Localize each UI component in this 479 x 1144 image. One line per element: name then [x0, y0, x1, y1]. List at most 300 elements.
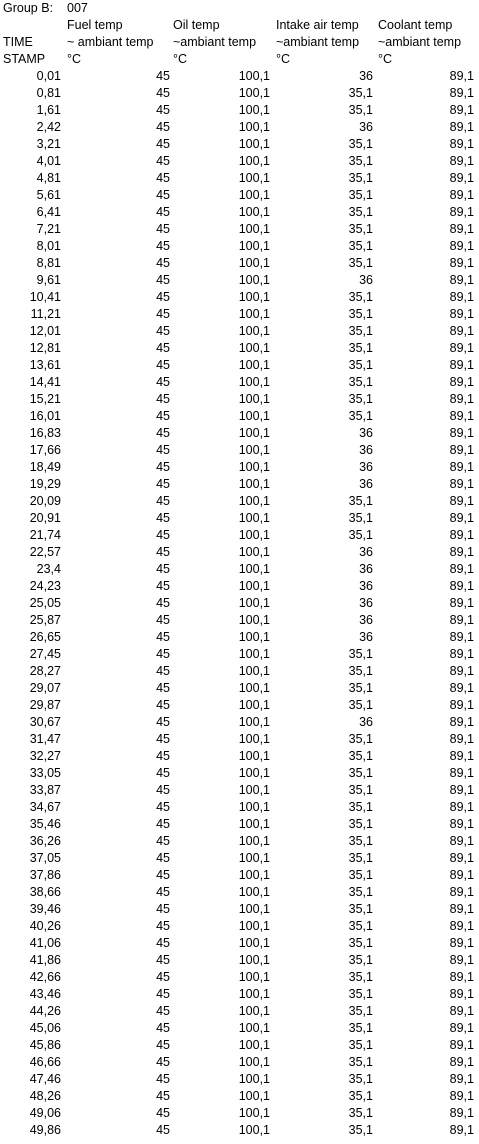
- intake-air-temp-cell: 36: [359, 460, 373, 474]
- coolant-temp-cell: 89,1: [449, 1089, 474, 1103]
- table-row: [0, 612, 479, 629]
- fuel-temp-cell: 45: [156, 460, 170, 474]
- fuel-temp-cell: 45: [156, 392, 170, 406]
- fuel-temp-cell: 45: [156, 188, 170, 202]
- intake-air-temp-cell: 36: [359, 69, 373, 83]
- intake-air-temp-cell: 35,1: [348, 222, 373, 236]
- coolant-temp-cell: 89,1: [449, 290, 474, 304]
- time-stamp-cell: 14,41: [29, 375, 61, 389]
- fuel-temp-cell: 45: [156, 647, 170, 661]
- time-stamp-cell: 7,21: [36, 222, 61, 236]
- time-stamp-cell: 45,06: [29, 1021, 61, 1035]
- time-stamp-cell: 0,01: [36, 69, 61, 83]
- coolant-temp-cell: 89,1: [449, 273, 474, 287]
- coolant-temp-cell: 89,1: [449, 613, 474, 627]
- time-stamp-cell: 23,4: [36, 562, 61, 576]
- oil-temp-cell: 100,1: [238, 800, 270, 814]
- oil-temp-cell: 100,1: [238, 868, 270, 882]
- intake-air-temp-cell: 35,1: [348, 919, 373, 933]
- table-row: [0, 391, 479, 408]
- coolant-temp-cell: 89,1: [449, 324, 474, 338]
- oil-temp-cell: 100,1: [238, 885, 270, 899]
- time-stamp-cell: 33,87: [29, 783, 61, 797]
- fuel-temp-cell: 45: [156, 290, 170, 304]
- table-row: [0, 357, 479, 374]
- time-stamp-cell: 13,61: [29, 358, 61, 372]
- intake-air-temp-cell: 35,1: [348, 732, 373, 746]
- time-stamp-cell: 37,05: [29, 851, 61, 865]
- intake-air-temp-cell: 36: [359, 545, 373, 559]
- time-stamp-cell: 8,01: [36, 239, 61, 253]
- oil-temp-cell: 100,1: [238, 834, 270, 848]
- oil-temp-cell: 100,1: [238, 749, 270, 763]
- table-row: [0, 1105, 479, 1122]
- time-stamp-cell: 41,06: [29, 936, 61, 950]
- intake-air-temp-cell: 35,1: [348, 1004, 373, 1018]
- intake-air-temp-cell: 35,1: [348, 409, 373, 423]
- oil-temp-cell: 100,1: [238, 307, 270, 321]
- fuel-temp-cell: 45: [156, 749, 170, 763]
- intake-air-temp-cell: 36: [359, 477, 373, 491]
- intake-air-temp-cell: 35,1: [348, 953, 373, 967]
- table-row: [0, 119, 479, 136]
- oil-temp-cell: 100,1: [238, 630, 270, 644]
- time-stamp-cell: 11,21: [30, 307, 61, 321]
- column-unit-fuel: °C: [67, 52, 82, 66]
- table-row: [0, 561, 479, 578]
- oil-temp-cell: 100,1: [238, 953, 270, 967]
- intake-air-temp-cell: 35,1: [348, 307, 373, 321]
- coolant-temp-cell: 89,1: [449, 239, 474, 253]
- oil-temp-cell: 100,1: [238, 783, 270, 797]
- fuel-temp-cell: 45: [156, 800, 170, 814]
- time-stamp-cell: 32,27: [29, 749, 61, 763]
- oil-temp-cell: 100,1: [238, 647, 270, 661]
- table-row: [0, 476, 479, 493]
- fuel-temp-cell: 45: [156, 341, 170, 355]
- time-stamp-cell: 12,81: [29, 341, 61, 355]
- coolant-temp-cell: 89,1: [449, 494, 474, 508]
- fuel-temp-cell: 45: [156, 375, 170, 389]
- oil-temp-cell: 100,1: [238, 256, 270, 270]
- intake-air-temp-cell: 36: [359, 613, 373, 627]
- fuel-temp-cell: 45: [156, 562, 170, 576]
- intake-air-temp-cell: 35,1: [348, 86, 373, 100]
- intake-air-temp-cell: 35,1: [348, 205, 373, 219]
- intake-air-temp-cell: 35,1: [348, 817, 373, 831]
- intake-air-temp-cell: 36: [359, 443, 373, 457]
- oil-temp-cell: 100,1: [238, 817, 270, 831]
- fuel-temp-cell: 45: [156, 987, 170, 1001]
- oil-temp-cell: 100,1: [238, 460, 270, 474]
- time-stamp-cell: 39,46: [29, 902, 61, 916]
- oil-temp-cell: 100,1: [238, 1106, 270, 1120]
- oil-temp-cell: 100,1: [238, 494, 270, 508]
- oil-temp-cell: 100,1: [238, 919, 270, 933]
- intake-air-temp-cell: 35,1: [348, 392, 373, 406]
- oil-temp-cell: 100,1: [238, 562, 270, 576]
- oil-temp-cell: 100,1: [238, 120, 270, 134]
- coolant-temp-cell: 89,1: [449, 970, 474, 984]
- table-row: [0, 867, 479, 884]
- oil-temp-cell: 100,1: [238, 205, 270, 219]
- time-stamp-cell: 1,61: [36, 103, 61, 117]
- oil-temp-cell: 100,1: [238, 596, 270, 610]
- intake-air-temp-cell: 35,1: [348, 324, 373, 338]
- oil-temp-cell: 100,1: [238, 392, 270, 406]
- fuel-temp-cell: 45: [156, 664, 170, 678]
- table-row: [0, 748, 479, 765]
- time-stamp-cell: 38,66: [29, 885, 61, 899]
- table-row: [0, 884, 479, 901]
- oil-temp-cell: 100,1: [238, 341, 270, 355]
- table-row: [0, 68, 479, 85]
- intake-air-temp-cell: 35,1: [348, 766, 373, 780]
- oil-temp-cell: 100,1: [238, 154, 270, 168]
- coolant-temp-cell: 89,1: [449, 256, 474, 270]
- intake-air-temp-cell: 35,1: [348, 1106, 373, 1120]
- time-stamp-cell: 9,61: [36, 273, 61, 287]
- table-row: [0, 85, 479, 102]
- fuel-temp-cell: 45: [156, 256, 170, 270]
- table-row: [0, 697, 479, 714]
- intake-air-temp-cell: 35,1: [348, 1072, 373, 1086]
- oil-temp-cell: 100,1: [238, 86, 270, 100]
- coolant-temp-cell: 89,1: [449, 851, 474, 865]
- oil-temp-cell: 100,1: [238, 545, 270, 559]
- oil-temp-cell: 100,1: [238, 273, 270, 287]
- oil-temp-cell: 100,1: [238, 1038, 270, 1052]
- table-row: [0, 969, 479, 986]
- intake-air-temp-cell: 35,1: [348, 103, 373, 117]
- time-stamp-cell: 45,86: [29, 1038, 61, 1052]
- coolant-temp-cell: 89,1: [449, 1106, 474, 1120]
- table-row: [0, 459, 479, 476]
- oil-temp-cell: 100,1: [238, 664, 270, 678]
- table-row: [0, 578, 479, 595]
- table-row: [0, 374, 479, 391]
- fuel-temp-cell: 45: [156, 528, 170, 542]
- oil-temp-cell: 100,1: [238, 936, 270, 950]
- time-stamp-cell: 49,86: [29, 1123, 61, 1137]
- oil-temp-cell: 100,1: [238, 1004, 270, 1018]
- column-unit-oil: °C: [173, 52, 188, 66]
- table-row: [0, 136, 479, 153]
- table-row: [0, 1071, 479, 1088]
- intake-air-temp-cell: 35,1: [348, 494, 373, 508]
- coolant-temp-cell: 89,1: [449, 1038, 474, 1052]
- intake-air-temp-cell: 35,1: [348, 1055, 373, 1069]
- coolant-temp-cell: 89,1: [449, 834, 474, 848]
- intake-air-temp-cell: 35,1: [348, 902, 373, 916]
- oil-temp-cell: 100,1: [238, 902, 270, 916]
- time-stamp-cell: 28,27: [29, 664, 61, 678]
- oil-temp-cell: 100,1: [238, 358, 270, 372]
- time-stamp-cell: 48,26: [29, 1089, 61, 1103]
- group-label: Group B:: [3, 1, 54, 15]
- coolant-temp-cell: 89,1: [449, 664, 474, 678]
- column-unit-coolant: °C: [378, 52, 393, 66]
- table-row: [0, 102, 479, 119]
- table-row: [0, 1088, 479, 1105]
- time-stamp-cell: 16,83: [29, 426, 61, 440]
- coolant-temp-cell: 89,1: [449, 1072, 474, 1086]
- time-stamp-cell: 19,29: [29, 477, 61, 491]
- table-row: [0, 527, 479, 544]
- coolant-temp-cell: 89,1: [449, 545, 474, 559]
- table-row: [0, 986, 479, 1003]
- intake-air-temp-cell: 36: [359, 596, 373, 610]
- coolant-temp-cell: 89,1: [449, 426, 474, 440]
- table-row: [0, 1003, 479, 1020]
- fuel-temp-cell: 45: [156, 1072, 170, 1086]
- intake-air-temp-cell: 35,1: [348, 1021, 373, 1035]
- group-value: 007: [67, 1, 88, 15]
- time-stamp-cell: 25,05: [29, 596, 61, 610]
- column-subtitle-oil: ~ambiant temp: [173, 35, 257, 49]
- time-stamp-cell: 47,46: [29, 1072, 61, 1086]
- fuel-temp-cell: 45: [156, 681, 170, 695]
- fuel-temp-cell: 45: [156, 970, 170, 984]
- coolant-temp-cell: 89,1: [449, 137, 474, 151]
- coolant-temp-cell: 89,1: [449, 103, 474, 117]
- fuel-temp-cell: 45: [156, 868, 170, 882]
- column-title-intake-air: Intake air temp: [276, 18, 359, 32]
- coolant-temp-cell: 89,1: [449, 154, 474, 168]
- oil-temp-cell: 100,1: [238, 987, 270, 1001]
- table-row: [0, 918, 479, 935]
- fuel-temp-cell: 45: [156, 409, 170, 423]
- table-row: [0, 170, 479, 187]
- fuel-temp-cell: 45: [156, 851, 170, 865]
- coolant-temp-cell: 89,1: [449, 460, 474, 474]
- coolant-temp-cell: 89,1: [449, 749, 474, 763]
- intake-air-temp-cell: 35,1: [348, 358, 373, 372]
- time-stamp-cell: 15,21: [29, 392, 61, 406]
- intake-air-temp-cell: 35,1: [348, 936, 373, 950]
- coolant-temp-cell: 89,1: [449, 120, 474, 134]
- fuel-temp-cell: 45: [156, 766, 170, 780]
- fuel-temp-cell: 45: [156, 494, 170, 508]
- oil-temp-cell: 100,1: [238, 851, 270, 865]
- stamp-label: STAMP: [3, 52, 46, 66]
- table-row: [0, 272, 479, 289]
- intake-air-temp-cell: 35,1: [348, 664, 373, 678]
- table-row: [0, 816, 479, 833]
- time-stamp-cell: 5,61: [36, 188, 61, 202]
- coolant-temp-cell: 89,1: [449, 715, 474, 729]
- column-unit-intake-air: °C: [276, 52, 291, 66]
- time-stamp-cell: 25,87: [29, 613, 61, 627]
- table-row: [0, 1020, 479, 1037]
- time-stamp-cell: 20,91: [29, 511, 61, 525]
- coolant-temp-cell: 89,1: [449, 766, 474, 780]
- oil-temp-cell: 100,1: [238, 103, 270, 117]
- time-stamp-cell: 4,81: [36, 171, 61, 185]
- table-row: [0, 425, 479, 442]
- fuel-temp-cell: 45: [156, 545, 170, 559]
- coolant-temp-cell: 89,1: [449, 783, 474, 797]
- table-row: [0, 153, 479, 170]
- time-stamp-cell: 33,05: [29, 766, 61, 780]
- fuel-temp-cell: 45: [156, 885, 170, 899]
- table-row: [0, 935, 479, 952]
- time-label: TIME: [3, 35, 33, 49]
- column-subtitle-intake-air: ~ambiant temp: [276, 35, 360, 49]
- fuel-temp-cell: 45: [156, 902, 170, 916]
- oil-temp-cell: 100,1: [238, 681, 270, 695]
- coolant-temp-cell: 89,1: [449, 647, 474, 661]
- time-stamp-cell: 43,46: [29, 987, 61, 1001]
- table-row: [0, 1054, 479, 1071]
- fuel-temp-cell: 45: [156, 936, 170, 950]
- oil-temp-cell: 100,1: [238, 477, 270, 491]
- intake-air-temp-cell: 36: [359, 579, 373, 593]
- intake-air-temp-cell: 35,1: [348, 188, 373, 202]
- oil-temp-cell: 100,1: [238, 766, 270, 780]
- time-stamp-cell: 10,41: [29, 290, 61, 304]
- coolant-temp-cell: 89,1: [449, 171, 474, 185]
- oil-temp-cell: 100,1: [238, 1123, 270, 1137]
- time-stamp-cell: 29,07: [29, 681, 61, 695]
- time-stamp-cell: 22,57: [29, 545, 61, 559]
- time-stamp-cell: 4,01: [36, 154, 61, 168]
- fuel-temp-cell: 45: [156, 511, 170, 525]
- fuel-temp-cell: 45: [156, 205, 170, 219]
- table-row: [0, 680, 479, 697]
- intake-air-temp-cell: 35,1: [348, 783, 373, 797]
- coolant-temp-cell: 89,1: [449, 732, 474, 746]
- intake-air-temp-cell: 36: [359, 426, 373, 440]
- intake-air-temp-cell: 35,1: [348, 868, 373, 882]
- fuel-temp-cell: 45: [156, 834, 170, 848]
- fuel-temp-cell: 45: [156, 1106, 170, 1120]
- time-stamp-cell: 12,01: [29, 324, 61, 338]
- table-row: [0, 1122, 479, 1139]
- table-row: [0, 714, 479, 731]
- time-stamp-cell: 17,66: [29, 443, 61, 457]
- coolant-temp-cell: 89,1: [449, 1055, 474, 1069]
- oil-temp-cell: 100,1: [238, 426, 270, 440]
- column-title-fuel: Fuel temp: [67, 18, 123, 32]
- table-row: [0, 629, 479, 646]
- intake-air-temp-cell: 36: [359, 715, 373, 729]
- intake-air-temp-cell: 36: [359, 630, 373, 644]
- fuel-temp-cell: 45: [156, 698, 170, 712]
- oil-temp-cell: 100,1: [238, 1021, 270, 1035]
- table-row: [0, 204, 479, 221]
- time-stamp-cell: 24,23: [29, 579, 61, 593]
- fuel-temp-cell: 45: [156, 120, 170, 134]
- fuel-temp-cell: 45: [156, 817, 170, 831]
- intake-air-temp-cell: 35,1: [348, 834, 373, 848]
- intake-air-temp-cell: 35,1: [348, 375, 373, 389]
- table-row: [0, 850, 479, 867]
- coolant-temp-cell: 89,1: [449, 562, 474, 576]
- fuel-temp-cell: 45: [156, 69, 170, 83]
- table-row: [0, 340, 479, 357]
- intake-air-temp-cell: 35,1: [348, 171, 373, 185]
- time-stamp-cell: 29,87: [29, 698, 61, 712]
- coolant-temp-cell: 89,1: [449, 205, 474, 219]
- oil-temp-cell: 100,1: [238, 511, 270, 525]
- fuel-temp-cell: 45: [156, 443, 170, 457]
- table-row: [0, 221, 479, 238]
- coolant-temp-cell: 89,1: [449, 698, 474, 712]
- fuel-temp-cell: 45: [156, 103, 170, 117]
- time-stamp-cell: 20,09: [29, 494, 61, 508]
- intake-air-temp-cell: 35,1: [348, 885, 373, 899]
- coolant-temp-cell: 89,1: [449, 443, 474, 457]
- intake-air-temp-cell: 35,1: [348, 970, 373, 984]
- intake-air-temp-cell: 35,1: [348, 256, 373, 270]
- time-stamp-cell: 16,01: [29, 409, 61, 423]
- time-stamp-cell: 21,74: [29, 528, 61, 542]
- coolant-temp-cell: 89,1: [449, 358, 474, 372]
- coolant-temp-cell: 89,1: [449, 936, 474, 950]
- fuel-temp-cell: 45: [156, 307, 170, 321]
- table-row: [0, 646, 479, 663]
- time-stamp-cell: 42,66: [29, 970, 61, 984]
- time-stamp-cell: 18,49: [29, 460, 61, 474]
- time-stamp-cell: 36,26: [29, 834, 61, 848]
- intake-air-temp-cell: 35,1: [348, 749, 373, 763]
- table-row: [0, 289, 479, 306]
- coolant-temp-cell: 89,1: [449, 1004, 474, 1018]
- coolant-temp-cell: 89,1: [449, 341, 474, 355]
- column-subtitle-fuel: ~ ambiant temp: [67, 35, 154, 49]
- coolant-temp-cell: 89,1: [449, 630, 474, 644]
- oil-temp-cell: 100,1: [238, 613, 270, 627]
- table-row: [0, 663, 479, 680]
- coolant-temp-cell: 89,1: [449, 868, 474, 882]
- time-stamp-cell: 6,41: [36, 205, 61, 219]
- fuel-temp-cell: 45: [156, 715, 170, 729]
- time-stamp-cell: 0,81: [36, 86, 61, 100]
- column-title-oil: Oil temp: [173, 18, 220, 32]
- intake-air-temp-cell: 35,1: [348, 511, 373, 525]
- fuel-temp-cell: 45: [156, 919, 170, 933]
- time-stamp-cell: 44,26: [29, 1004, 61, 1018]
- data-rows: [0, 68, 479, 1139]
- coolant-temp-cell: 89,1: [449, 86, 474, 100]
- fuel-temp-cell: 45: [156, 324, 170, 338]
- intake-air-temp-cell: 35,1: [348, 1123, 373, 1137]
- oil-temp-cell: 100,1: [238, 970, 270, 984]
- table-row: [0, 493, 479, 510]
- coolant-temp-cell: 89,1: [449, 579, 474, 593]
- time-stamp-cell: 26,65: [29, 630, 61, 644]
- time-stamp-cell: 2,42: [36, 120, 61, 134]
- intake-air-temp-cell: 35,1: [348, 698, 373, 712]
- coolant-temp-cell: 89,1: [449, 681, 474, 695]
- oil-temp-cell: 100,1: [238, 732, 270, 746]
- oil-temp-cell: 100,1: [238, 290, 270, 304]
- fuel-temp-cell: 45: [156, 239, 170, 253]
- intake-air-temp-cell: 35,1: [348, 681, 373, 695]
- oil-temp-cell: 100,1: [238, 698, 270, 712]
- time-stamp-cell: 35,46: [29, 817, 61, 831]
- table-row: [0, 510, 479, 527]
- intake-air-temp-cell: 35,1: [348, 137, 373, 151]
- oil-temp-cell: 100,1: [238, 171, 270, 185]
- coolant-temp-cell: 89,1: [449, 953, 474, 967]
- oil-temp-cell: 100,1: [238, 239, 270, 253]
- oil-temp-cell: 100,1: [238, 188, 270, 202]
- table-row: [0, 544, 479, 561]
- table-row: [0, 187, 479, 204]
- intake-air-temp-cell: 35,1: [348, 987, 373, 1001]
